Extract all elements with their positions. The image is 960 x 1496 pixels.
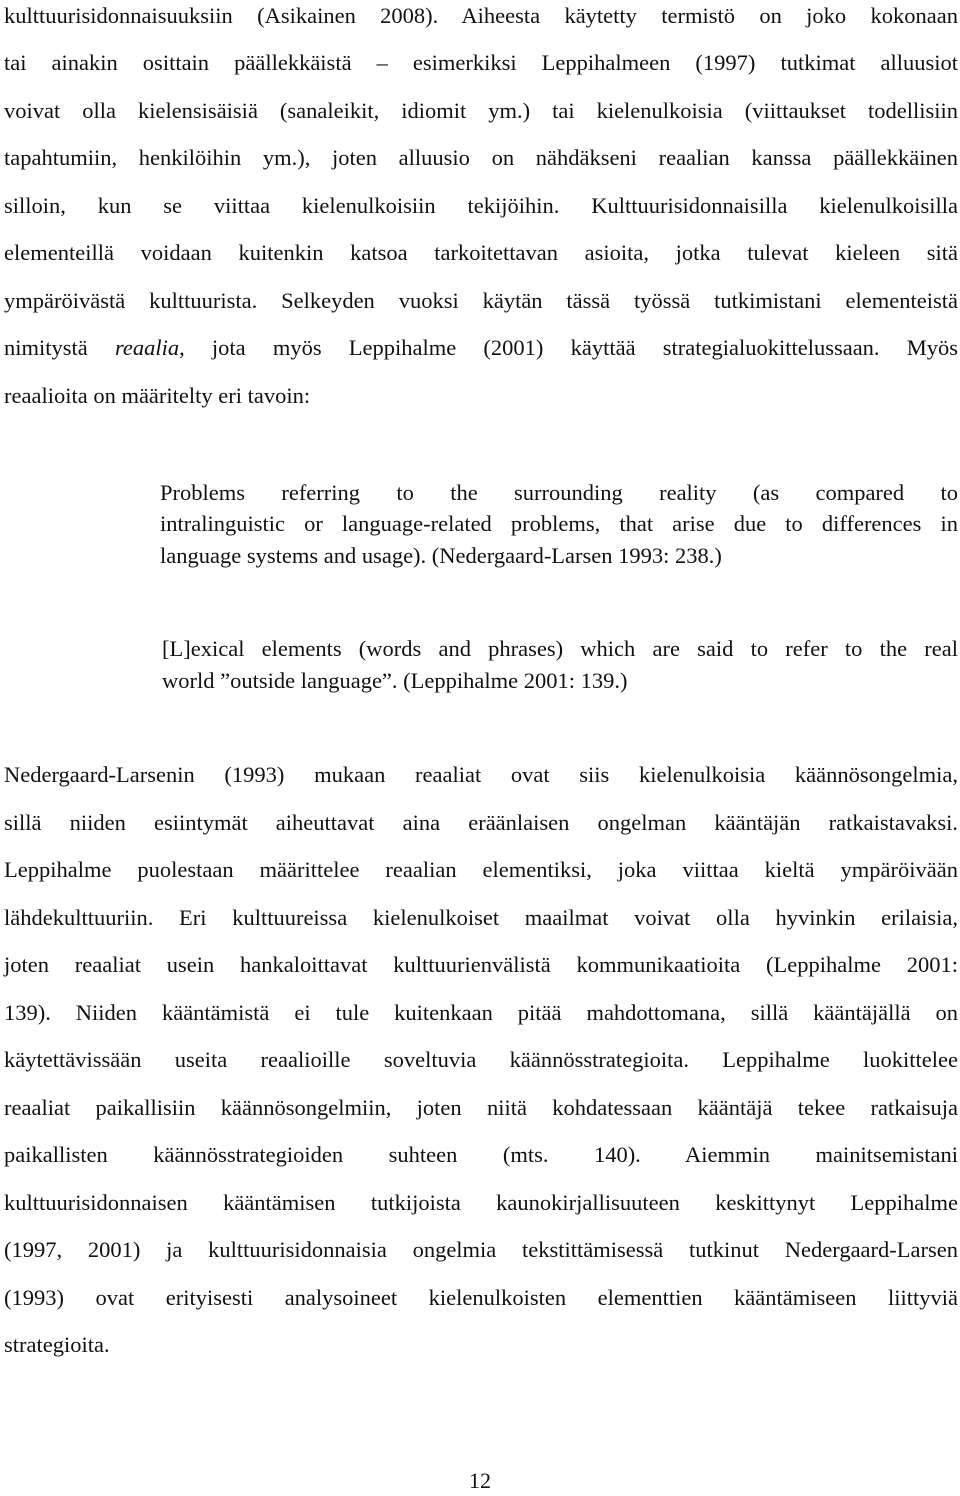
text-line: tapahtumiin, henkilöihin ym.), joten alluusio on nähdäkseni reaalian kanssa päällekkäinen	[4, 145, 958, 170]
quote-line: intralinguistic or language-related problems, that arise due to differences in	[160, 511, 958, 536]
text-line: (1997, 2001) ja kulttuurisidonnaisia ongelmia tekstittämisessä tutkinut Nedergaard-Larsen	[4, 1237, 958, 1262]
text-line: silloin, kun se viittaa kielenulkoisiin tekijöihin. Kulttuurisidonnaisilla kielenulkoisilla	[4, 193, 958, 218]
text-line: voivat olla kielensisäisiä (sanaleikit, idiomit ym.) tai kielenulkoisia (viittaukset todellisiin	[4, 98, 958, 123]
text-line: strategioita.	[4, 1332, 110, 1357]
text-line: joten reaaliat usein hankaloittavat kulttuurienvälistä kommunikaatioita (Leppihalme 2001:	[4, 952, 958, 977]
text-line: kulttuurisidonnaisen kääntämisen tutkijoista kaunokirjallisuuteen keskittynyt Leppihalme	[4, 1190, 958, 1215]
text-line	[4, 333, 958, 363]
text-line: reaalioita on määritelty eri tavoin:	[4, 383, 311, 408]
quote-line: Problems referring to the surrounding reality (as compared to	[160, 480, 958, 505]
text-line: sillä niiden esiintymät aiheuttavat aina eräänlaisen ongelman kääntäjän ratkaistavaksi.	[4, 810, 958, 835]
text-line: kulttuurisidonnaisuuksiin (Asikainen 2008). Aiheesta käytetty termistö on joko kokonaan	[4, 3, 958, 28]
text-line: elementeillä voidaan kuitenkin katsoa tarkoitettavan asioita, jotka tulevat kieleen sitä	[4, 240, 958, 265]
quote-line: [L]exical elements (words and phrases) which are said to refer to the real	[162, 636, 958, 661]
page-number: 12	[469, 1468, 491, 1493]
text-line: tai ainakin osittain päällekkäistä – esimerkiksi Leppihalmeen (1997) tutkimat alluusiot	[4, 50, 958, 75]
text-line: reaaliat paikallisiin käännösongelmiin, joten niitä kohdatessaan kääntäjä tekee ratkaisuja	[4, 1095, 958, 1120]
text-line: Leppihalme puolestaan määrittelee reaalian elementiksi, joka viittaa kieltä ympäröivään	[4, 857, 958, 882]
text-line: Nedergaard-Larsenin (1993) mukaan reaaliat ovat siis kielenulkoisia käännösongelmia,	[4, 762, 958, 787]
quote-line: language systems and usage). (Nedergaard-Larsen 1993: 238.)	[160, 543, 722, 568]
text-line: käytettävissään useita reaalioille soveltuvia käännösstrategioita. Leppihalme luokittelee	[4, 1047, 958, 1072]
text-line: paikallisten käännösstrategioiden suhteen (mts. 140). Aiemmin mainitsemistani	[4, 1142, 958, 1167]
text-line: ympäröivästä kulttuurista. Selkeyden vuoksi käytän tässä työssä tutkimistani elementeistä	[4, 288, 958, 313]
text-line: lähdekulttuuriin. Eri kulttuureissa kielenulkoiset maailmat voivat olla hyvinkin erilaisia,	[4, 905, 958, 930]
text-line: 139). Niiden kääntämistä ei tule kuitenkaan pitää mahdottomana, sillä kääntäjällä on	[4, 1000, 958, 1025]
quote-line: world ”outside language”. (Leppihalme 2001: 139.)	[162, 668, 628, 693]
italic-term: reaalia	[114, 335, 180, 360]
text-line: (1993) ovat erityisesti analysoineet kielenulkoisten elementtien kääntämiseen liittyviä	[4, 1285, 958, 1310]
text-run: , jota myös Leppihalme (2001) käyttää strategialuokittelussaan. Myös	[179, 335, 958, 360]
text-run: nimitystä	[4, 335, 115, 360]
